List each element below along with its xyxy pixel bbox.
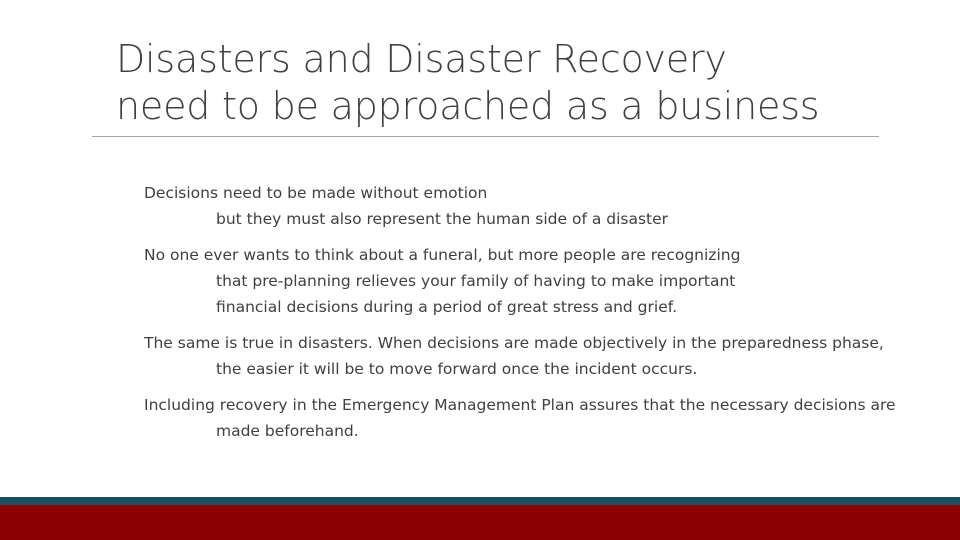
title-line-2: need to be approached as a business [116, 84, 820, 128]
paragraph-disasters [144, 330, 934, 382]
paragraph-recovery-plan [144, 392, 934, 444]
paragraph-line: The same is true in disasters. When decisions are made objectively in the preparedness phase, [144, 334, 884, 352]
paragraph-line-indented: that pre-planning relieves your family of having to make important [216, 272, 736, 290]
footer-band-teal [0, 497, 960, 505]
paragraph-funeral [144, 242, 934, 320]
footer-band-red [0, 505, 960, 540]
paragraph-line: Including recovery in the Emergency Management Plan assures that the necessary decisions are [144, 396, 896, 414]
paragraph-line-indented: financial decisions during a period of great stress and grief. [216, 298, 677, 316]
paragraph-line: No one ever wants to think about a funeral, but more people are recognizing [144, 246, 741, 264]
paragraph-line: Decisions need to be made without emotion [144, 184, 488, 202]
paragraph-line-indented: the easier it will be to move forward once the incident occurs. [216, 360, 698, 378]
paragraph-line-indented: but they must also represent the human side of a disaster [216, 210, 669, 228]
title-divider [92, 136, 879, 137]
title-line-1: Disasters and Disaster Recovery [116, 37, 727, 81]
slide-title [116, 36, 876, 130]
slide-body [144, 180, 934, 454]
paragraph-line-indented: made beforehand. [216, 422, 359, 440]
paragraph-decisions [144, 180, 934, 232]
